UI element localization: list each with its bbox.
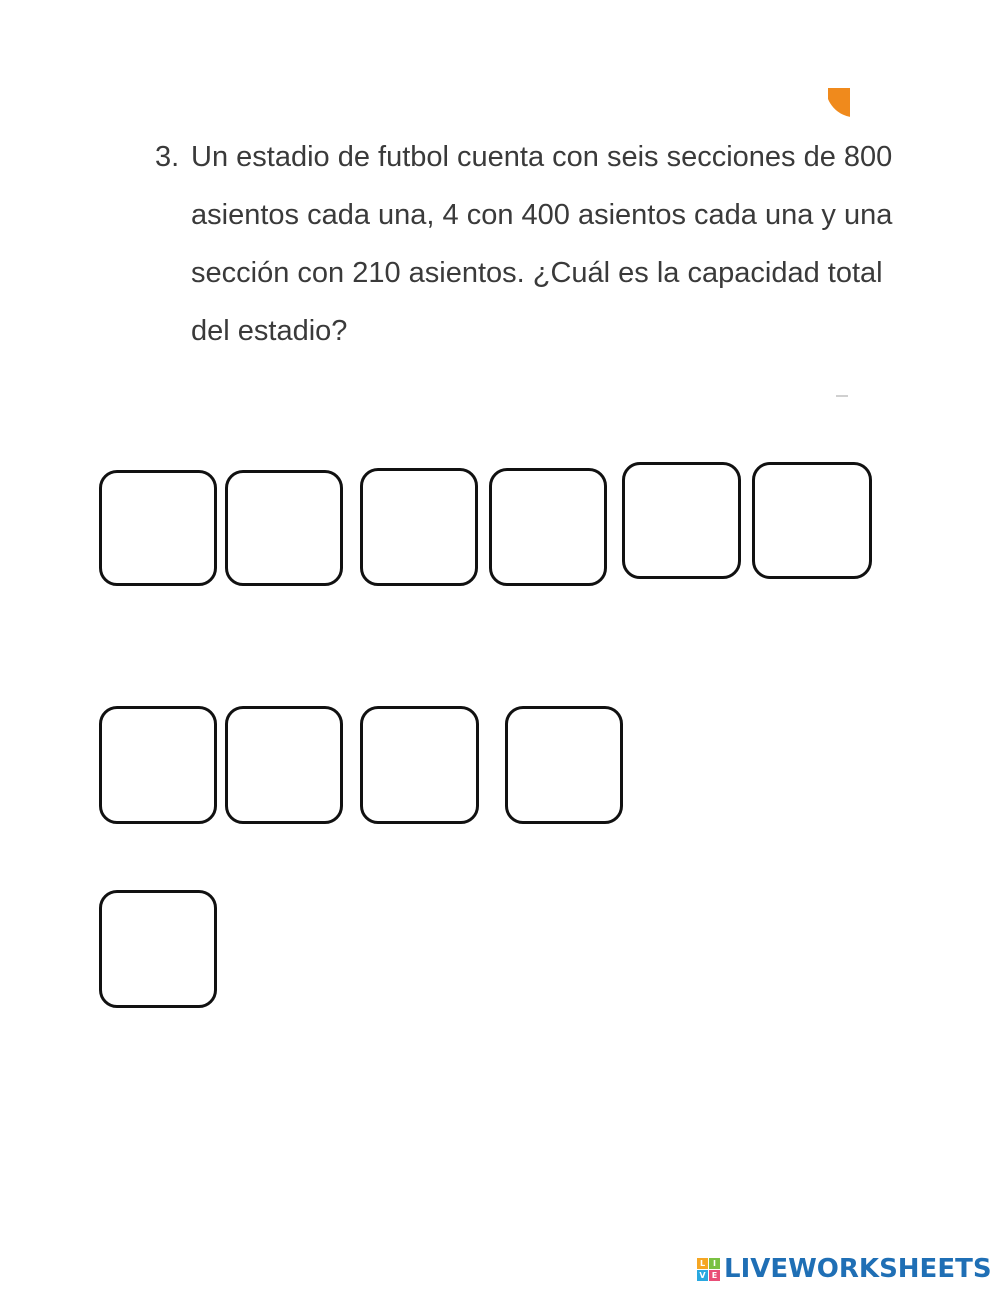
logo-letter: I [709, 1258, 720, 1269]
logo-letter: E [709, 1270, 720, 1281]
answer-box-row1-6[interactable] [752, 462, 872, 579]
answer-box-row1-1[interactable] [99, 470, 217, 586]
brand-text: LIVEWORKSHEETS [724, 1254, 992, 1284]
answer-box-row2-4[interactable] [505, 706, 623, 824]
answer-box-row1-5[interactable] [622, 462, 741, 579]
answer-box-row2-3[interactable] [360, 706, 479, 824]
question-line-2: asientos cada una, 4 con 400 asientos cada una y una [191, 199, 893, 231]
answer-box-row2-1[interactable] [99, 706, 217, 824]
question-line-4: del estadio? [191, 315, 348, 347]
question-line-1: Un estadio de futbol cuenta con seis secciones de 800 [191, 141, 893, 173]
question-line-3: sección con 210 asientos. ¿Cuál es la capacidad total [191, 257, 883, 289]
liveworksheets-logo-icon [697, 1258, 720, 1281]
logo-letter: L [697, 1258, 708, 1269]
answer-box-row2-2[interactable] [225, 706, 343, 824]
answer-box-row3-1[interactable] [99, 890, 217, 1008]
decorative-speck [836, 395, 848, 397]
answer-box-row1-4[interactable] [489, 468, 607, 586]
answer-box-row1-2[interactable] [225, 470, 343, 586]
decorative-orange-corner [828, 88, 850, 130]
question-number: 3. [155, 141, 180, 173]
answer-box-row1-3[interactable] [360, 468, 478, 586]
question-text [155, 128, 893, 360]
liveworksheets-brand [697, 1252, 992, 1286]
logo-letter: V [697, 1270, 708, 1281]
